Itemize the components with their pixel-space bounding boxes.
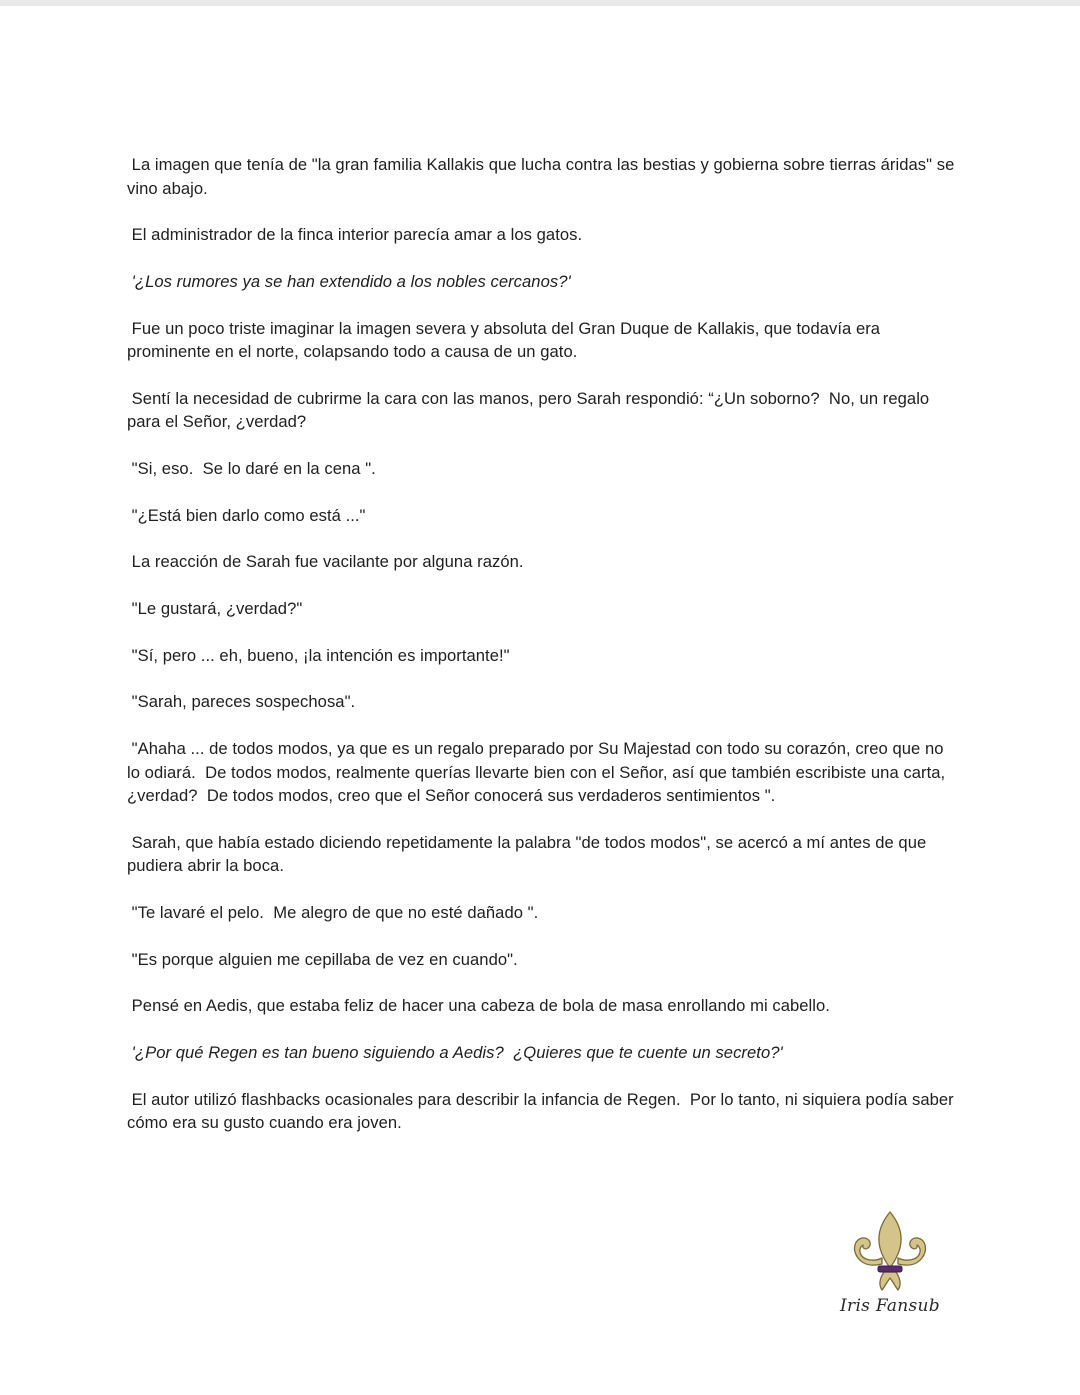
paragraph: Sentí la necesidad de cubrirme la cara con las manos, pero Sarah respondió: “¿Un soborno? No, un regalo para el Señor, ¿verdad? — [127, 388, 934, 432]
paragraph: "Le gustará, ¿verdad?" — [127, 599, 303, 618]
paragraph: "Si, eso. Se lo daré en la cena ". — [127, 458, 376, 478]
paragraph: "Te lavaré el pelo. Me alegro de que no esté dañado ". — [127, 902, 539, 922]
paragraph: La reacción de Sarah fue vacilante por alguna razón. — [127, 552, 524, 572]
top-edge-divider — [0, 0, 1080, 6]
watermark-text: Iris Fansub — [840, 1296, 940, 1316]
paragraph: Sarah, que había estado diciendo repetidamente la palabra "de todos modos", se acercó a mí antes de que pudiera abrir la boca. — [127, 832, 931, 876]
paragraph: "Sí, pero ... eh, bueno, ¡la intención es importante!" — [127, 645, 510, 665]
paragraph: Fue un poco triste imaginar la imagen severa y absoluta del Gran Duque de Kallakis, que todavía era prominente en el norte, colapsando todo a causa de un gato. — [127, 318, 885, 362]
paragraph: "¿Está bien darlo como está ..." — [127, 505, 366, 525]
paragraph: El administrador de la finca interior parecía amar a los gatos. — [127, 225, 583, 245]
paragraph: Pensé en Aedis, que estaba feliz de hacer una cabeza de bola de masa enrollando mi cabello. — [127, 996, 830, 1016]
fleur-de-lis-icon — [844, 1210, 936, 1292]
iris-fansub-watermark — [838, 1210, 942, 1322]
paragraph: El autor utilizó flashbacks ocasionales para describir la infancia de Regen. Por lo tanto, ni siquiera podía saber cómo era su gusto cuando era joven. — [127, 1089, 959, 1133]
paragraph-thought: '¿Los rumores ya se han extendido a los nobles cercanos?' — [127, 271, 571, 291]
paragraph-thought: '¿Por qué Regen es tan bueno siguiendo a Aedis? ¿Quieres que te cuente un secreto?' — [127, 1043, 783, 1062]
paragraph: "Es porque alguien me cepillaba de vez en cuando". — [127, 949, 518, 969]
paragraph: "Ahaha ... de todos modos, ya que es un regalo preparado por Su Majestad con todo su corazón, creo que no lo odiará. De todos modos, realmente querías llevarte bien con el Señor, así que también escribiste una carta, ¿verdad? De todos modos, creo que el Señor conocerá sus verdaderos sentimientos ". — [127, 739, 950, 806]
document-body — [127, 153, 959, 1158]
paragraph: La imagen que tenía de "la gran familia Kallakis que lucha contra las bestias y gobierna sobre tierras áridas" se vino abajo. — [127, 155, 960, 198]
paragraph: "Sarah, pareces sospechosa". — [127, 692, 356, 712]
